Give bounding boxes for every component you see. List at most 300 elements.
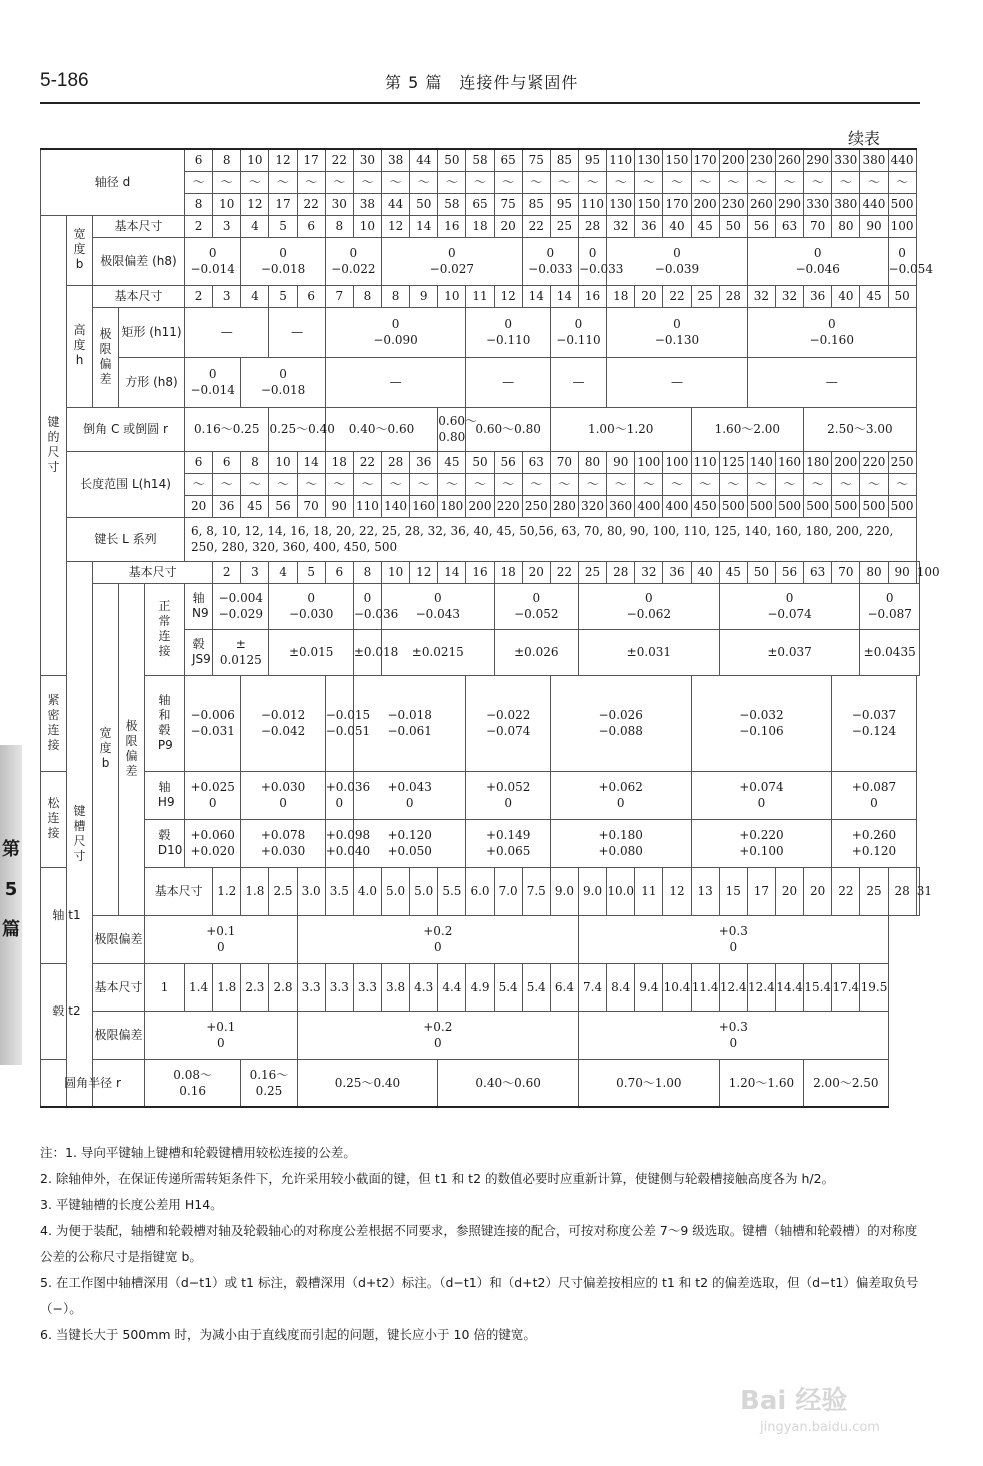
width-dev: 0 −0.018 <box>241 237 325 285</box>
d10-dev: +0.260 +0.120 <box>832 819 916 867</box>
width-dev: 0 −0.039 <box>607 237 748 285</box>
tilde: ～ <box>494 473 522 495</box>
len-to: 450 <box>691 495 719 517</box>
width-b: 5 <box>269 215 297 237</box>
t1-value: 1.8 <box>241 867 269 915</box>
n9-dev: 0 −0.062 <box>579 583 720 629</box>
t2-value: 2.3 <box>241 963 269 1011</box>
p9-dev: −0.012 −0.042 <box>241 675 325 771</box>
tilde: ～ <box>410 473 438 495</box>
shaft-n9-label: 轴 N9 <box>185 583 213 629</box>
chamfer: 0.25～0.40 <box>269 407 325 451</box>
tilde: ～ <box>691 171 719 193</box>
len-to: 140 <box>382 495 410 517</box>
tilde: ～ <box>860 473 888 495</box>
tilde: ～ <box>775 171 803 193</box>
fillet: 0.70～1.00 <box>579 1059 720 1107</box>
height-dev-label: 极限偏差 <box>93 307 119 407</box>
t1-dev: +0.2 0 <box>297 915 578 963</box>
len-to: 500 <box>888 495 916 517</box>
rect-dev: 0 −0.110 <box>466 307 550 357</box>
tilde: ～ <box>410 171 438 193</box>
shaft-to: 12 <box>241 193 269 215</box>
tilde: ～ <box>747 473 775 495</box>
key-width-label: 宽度 b <box>67 215 93 285</box>
t1-value: 22 <box>832 867 860 915</box>
t2-value: 12.4 <box>747 963 775 1011</box>
slot-width-b: 63 <box>804 561 832 583</box>
width-dev: 0 −0.033 <box>579 237 607 285</box>
tilde: ～ <box>213 171 241 193</box>
slot-width-b: 100 <box>916 561 919 583</box>
len-to: 45 <box>241 495 269 517</box>
height-h: 2 <box>185 285 213 307</box>
shaft-to: 38 <box>353 193 381 215</box>
len-from: 180 <box>804 451 832 473</box>
tilde: ～ <box>888 171 916 193</box>
n9-dev: 0 −0.074 <box>719 583 860 629</box>
t2-value: 1.8 <box>213 963 241 1011</box>
len-from: 100 <box>635 451 663 473</box>
len-from: 6 <box>213 451 241 473</box>
shaft-from: 38 <box>382 149 410 171</box>
t1-value: 1.2 <box>213 867 241 915</box>
t1-dev: +0.1 0 <box>145 915 298 963</box>
len-from: 250 <box>888 451 916 473</box>
height-h: 25 <box>691 285 719 307</box>
fillet: 0.40～0.60 <box>438 1059 579 1107</box>
tilde: ～ <box>747 171 775 193</box>
length-range-label: 长度范围 L(h14) <box>67 451 185 517</box>
shaft-to: 230 <box>719 193 747 215</box>
width-b: 22 <box>522 215 550 237</box>
rect-dev: 0 −0.090 <box>325 307 466 357</box>
width-b: 20 <box>494 215 522 237</box>
slot-width-b: 12 <box>410 561 438 583</box>
t1-value: 25 <box>860 867 888 915</box>
t1-value: 10.0 <box>607 867 635 915</box>
slot-width-b: 8 <box>353 561 381 583</box>
slot-width-b: 18 <box>494 561 522 583</box>
len-to: 200 <box>466 495 494 517</box>
note-item: 2. 除轴伸外，在保证传递所需转矩条件下，允许采用较小截面的键，但 t1 和 t2 的数值必要时应重新计算，使键侧与轮毂槽接触高度各为 h/2。 <box>40 1171 835 1186</box>
page-number: 5-186 <box>40 70 89 91</box>
t1-value: 5.5 <box>438 867 466 915</box>
height-h: 5 <box>269 285 297 307</box>
height-h: 20 <box>635 285 663 307</box>
fillet: 1.20～1.60 <box>719 1059 803 1107</box>
len-to: 500 <box>747 495 775 517</box>
tilde: ～ <box>663 171 691 193</box>
fillet: 0.25～0.40 <box>297 1059 438 1107</box>
tilde: ～ <box>353 473 381 495</box>
tilde: ～ <box>691 473 719 495</box>
slot-width-b: 5 <box>297 561 325 583</box>
t1-value: 9.0 <box>579 867 607 915</box>
width-b: 28 <box>579 215 607 237</box>
len-from: 100 <box>663 451 691 473</box>
slot-width-b: 40 <box>691 561 719 583</box>
len-from: 36 <box>410 451 438 473</box>
width-b: 12 <box>382 215 410 237</box>
tilde: ～ <box>579 473 607 495</box>
slot-width-b: 80 <box>860 561 888 583</box>
hub-js9-label: 毂 JS9 <box>185 629 213 675</box>
len-from: 200 <box>832 451 860 473</box>
rect-label: 矩形 (h11) <box>119 307 185 357</box>
width-b: 10 <box>353 215 381 237</box>
width-dev: 0 −0.014 <box>185 237 241 285</box>
t2-value: 3.3 <box>297 963 325 1011</box>
series-values: 6, 8, 10, 12, 14, 16, 18, 20, 22, 25, 28, 32, 36, 40, 45, 50,56, 63, 70, 80, 90, 100, 110, 125, 140, 160, 180, 200, 220, 250, 280, 320, 360, 400, 450, 500 <box>185 517 917 561</box>
shaft-from: 12 <box>269 149 297 171</box>
shaft-from: 290 <box>804 149 832 171</box>
len-to: 400 <box>635 495 663 517</box>
h9-dev: +0.074 0 <box>691 771 832 819</box>
side-tab-label <box>0 830 22 950</box>
len-from: 45 <box>438 451 466 473</box>
shaft-from: 85 <box>550 149 578 171</box>
t1-value: 15 <box>719 867 747 915</box>
len-from: 110 <box>691 451 719 473</box>
shaft-from: 17 <box>297 149 325 171</box>
p9-dev: −0.037 −0.124 <box>832 675 916 771</box>
slot-width-b: 90 <box>888 561 916 583</box>
t1-value: 20 <box>804 867 832 915</box>
slot-width-b: 16 <box>466 561 494 583</box>
notes <box>40 1140 920 1348</box>
len-to: 90 <box>325 495 353 517</box>
slot-width-b: 50 <box>747 561 775 583</box>
t1-value: 11 <box>635 867 663 915</box>
t2-value: 7.4 <box>579 963 607 1011</box>
shaft-to: 10 <box>213 193 241 215</box>
height-h: 16 <box>579 285 607 307</box>
chamfer: 0.16～0.25 <box>185 407 269 451</box>
square-dev: 0 −0.018 <box>241 357 325 407</box>
width-dev: 0 −0.022 <box>325 237 381 285</box>
tilde: ～ <box>353 171 381 193</box>
width-dev: 0 −0.033 <box>522 237 578 285</box>
d10-dev: +0.149 +0.065 <box>466 819 550 867</box>
slot-width-b: 4 <box>269 561 297 583</box>
note-item: 注：1. 导向平键轴上键槽和轮毂键槽用较松连接的公差。 <box>40 1145 356 1160</box>
shaft-to: 85 <box>522 193 550 215</box>
t2-basic-label: 基本尺寸 <box>93 963 145 1011</box>
note-item: 6. 当键长大于 500mm 时，为减小由于直线度而引起的问题，键长应小于 10 倍的键宽。 <box>40 1327 536 1342</box>
slot-width-b: 2 <box>213 561 241 583</box>
t1-dev: +0.3 0 <box>579 915 889 963</box>
d10-dev: +0.180 +0.080 <box>550 819 691 867</box>
height-h: 8 <box>382 285 410 307</box>
slot-width-b: 45 <box>719 561 747 583</box>
t1-value: 31 <box>916 867 919 915</box>
js9-dev: ± 0.0125 <box>213 629 269 675</box>
t1-value: 5.0 <box>382 867 410 915</box>
slot-width-b: 70 <box>832 561 860 583</box>
tilde: ～ <box>607 473 635 495</box>
shaft-to: 170 <box>663 193 691 215</box>
shaft-from: 260 <box>775 149 803 171</box>
t2-value: 8.4 <box>607 963 635 1011</box>
hub-d10-label: 毂 D10 <box>145 819 185 867</box>
t2-value: 14.4 <box>775 963 803 1011</box>
tilde: ～ <box>550 473 578 495</box>
width-b: 6 <box>297 215 325 237</box>
tilde: ～ <box>860 171 888 193</box>
p9-dev: −0.006 −0.031 <box>185 675 241 771</box>
basic-size-label: 基本尺寸 <box>93 561 213 583</box>
shaft-to: 500 <box>888 193 916 215</box>
tilde: ～ <box>607 171 635 193</box>
height-h: 4 <box>241 285 269 307</box>
tilde: ～ <box>663 473 691 495</box>
p9-dev: −0.026 −0.088 <box>550 675 691 771</box>
len-to: 500 <box>804 495 832 517</box>
t2-value: 4.9 <box>466 963 494 1011</box>
h9-dev: +0.062 0 <box>550 771 691 819</box>
shaft-to: 260 <box>747 193 775 215</box>
slot-width-b: 36 <box>663 561 691 583</box>
note-item: 5. 在工作图中轴槽深用（d−t1）或 t1 标注，毂槽深用（d+t2）标注。（d−t1）和（d+t2）尺寸偏差按相应的 t1 和 t2 的偏差选取，但（d−t1）偏差取负号（−）。 <box>40 1275 919 1316</box>
tilde: ～ <box>325 171 353 193</box>
height-h: 8 <box>353 285 381 307</box>
t2-value: 5.4 <box>522 963 550 1011</box>
width-dev: 0 −0.054 <box>888 237 916 285</box>
watermark: Bai 经验 <box>740 1386 848 1416</box>
shaft-to: 50 <box>410 193 438 215</box>
shaft-to: 65 <box>466 193 494 215</box>
len-from: 50 <box>466 451 494 473</box>
slot-width-b: 14 <box>438 561 466 583</box>
len-to: 500 <box>860 495 888 517</box>
normal-conn-label: 正常连接 <box>145 583 185 675</box>
len-to: 220 <box>494 495 522 517</box>
t2-value: 12.4 <box>719 963 747 1011</box>
shaft-from: 150 <box>663 149 691 171</box>
t1-value: 17 <box>747 867 775 915</box>
shaft-to: 44 <box>382 193 410 215</box>
height-h: 14 <box>550 285 578 307</box>
shaft-to: 22 <box>297 193 325 215</box>
square-dev: — <box>607 357 748 407</box>
d10-dev: +0.120 +0.050 <box>353 819 466 867</box>
chamfer: 2.50～3.00 <box>804 407 917 451</box>
tilde: ～ <box>522 171 550 193</box>
shaft-from: 380 <box>860 149 888 171</box>
t1-value: 13 <box>691 867 719 915</box>
shaft-from: 110 <box>607 149 635 171</box>
height-h: 18 <box>607 285 635 307</box>
tilde: ～ <box>185 171 213 193</box>
n9-dev: −0.004 −0.029 <box>213 583 269 629</box>
p9-dev: −0.022 −0.074 <box>466 675 550 771</box>
shaft-from: 50 <box>438 149 466 171</box>
shaft-to: 130 <box>607 193 635 215</box>
shaft-from: 230 <box>747 149 775 171</box>
t1-value: 7.0 <box>494 867 522 915</box>
height-h: 22 <box>663 285 691 307</box>
width-b: 25 <box>550 215 578 237</box>
len-from: 90 <box>607 451 635 473</box>
height-h: 32 <box>775 285 803 307</box>
width-dev: 0 −0.046 <box>747 237 888 285</box>
tilde: ～ <box>775 473 803 495</box>
js9-dev: ±0.018 <box>353 629 381 675</box>
width-b: 100 <box>888 215 916 237</box>
t1-value: 9.0 <box>550 867 578 915</box>
height-h: 50 <box>888 285 916 307</box>
note-item: 4. 为便于装配，轴槽和轮毂槽对轴及轮毂轴心的对称度公差根据不同要求，参照键连接的配合，可按对称度公差 7～9 级选取。键槽（轴槽和轮毂槽）的对称度公差的公称尺寸是指键宽 b。 <box>40 1223 918 1264</box>
t1-value: 2.5 <box>269 867 297 915</box>
len-to: 250 <box>522 495 550 517</box>
side-tab-char: 第 <box>2 839 20 860</box>
p9-dev: −0.018 −0.061 <box>353 675 466 771</box>
p9-label: 轴和毂 P9 <box>145 675 185 771</box>
height-h: 14 <box>522 285 550 307</box>
t2-value: 3.3 <box>353 963 381 1011</box>
slot-width-label: 宽度 b <box>93 583 119 915</box>
len-from: 140 <box>747 451 775 473</box>
t2-value: 3.3 <box>325 963 353 1011</box>
js9-dev: ±0.037 <box>719 629 860 675</box>
t2-dev: +0.2 0 <box>297 1011 578 1059</box>
tilde: ～ <box>241 473 269 495</box>
n9-dev: 0 −0.052 <box>494 583 578 629</box>
t2-value: 6.4 <box>550 963 578 1011</box>
width-b: 70 <box>804 215 832 237</box>
shaft-to: 17 <box>269 193 297 215</box>
square-dev: — <box>550 357 606 407</box>
n9-dev: 0 −0.036 <box>353 583 381 629</box>
width-b: 16 <box>438 215 466 237</box>
basic-size-label: 基本尺寸 <box>93 215 185 237</box>
t2-value: 10.4 <box>663 963 691 1011</box>
d10-dev: +0.220 +0.100 <box>691 819 832 867</box>
len-to: 70 <box>297 495 325 517</box>
h9-dev: +0.025 0 <box>185 771 241 819</box>
len-from: 22 <box>353 451 381 473</box>
t2-dev-label: 极限偏差 <box>93 1011 145 1059</box>
page-header <box>40 70 920 100</box>
len-from: 14 <box>297 451 325 473</box>
basic-size-label: 基本尺寸 <box>93 285 185 307</box>
tilde: ～ <box>719 171 747 193</box>
len-to: 320 <box>579 495 607 517</box>
square-dev: — <box>747 357 916 407</box>
slot-width-b: 28 <box>607 561 635 583</box>
side-tab-char: 5 <box>4 879 18 900</box>
len-to: 160 <box>410 495 438 517</box>
t2-value: 15.4 <box>804 963 832 1011</box>
d10-dev: +0.060 +0.020 <box>185 819 241 867</box>
shaft-from: 44 <box>410 149 438 171</box>
tilde: ～ <box>325 473 353 495</box>
tilde: ～ <box>269 473 297 495</box>
d10-dev: +0.098 +0.040 <box>325 819 353 867</box>
shaft-from: 65 <box>494 149 522 171</box>
tilde: ～ <box>494 171 522 193</box>
height-h: 11 <box>466 285 494 307</box>
note-item: 3. 平键轴槽的长度公差用 H14。 <box>40 1197 223 1212</box>
t2-value: 9.4 <box>635 963 663 1011</box>
height-h: 32 <box>747 285 775 307</box>
js9-dev: ±0.031 <box>579 629 720 675</box>
shaft-to: 440 <box>860 193 888 215</box>
rect-dev: 0 −0.160 <box>747 307 916 357</box>
shaft-to: 30 <box>325 193 353 215</box>
shaft-from: 30 <box>353 149 381 171</box>
tilde: ～ <box>550 171 578 193</box>
width-b: 3 <box>213 215 241 237</box>
t2-value: 5.4 <box>494 963 522 1011</box>
d10-dev: +0.078 +0.030 <box>241 819 325 867</box>
len-from: 8 <box>241 451 269 473</box>
len-from: 10 <box>269 451 297 473</box>
slot-width-b: 22 <box>550 561 578 583</box>
key-dim-label: 键的尺寸 <box>41 215 67 675</box>
shaft-from: 440 <box>888 149 916 171</box>
len-from: 18 <box>325 451 353 473</box>
js9-dev: ±0.0215 <box>382 629 495 675</box>
shaft-from: 200 <box>719 149 747 171</box>
height-h: 40 <box>832 285 860 307</box>
js9-dev: ±0.0435 <box>860 629 920 675</box>
t2-value: 17.4 <box>832 963 860 1011</box>
t2-value: 11.4 <box>691 963 719 1011</box>
t1-dev-label: 极限偏差 <box>93 915 145 963</box>
h9-dev: +0.043 0 <box>353 771 466 819</box>
shaft-to: 290 <box>775 193 803 215</box>
chamfer: 1.00～1.20 <box>550 407 691 451</box>
shaft-to: 200 <box>691 193 719 215</box>
key-height-label: 高度 h <box>67 285 93 407</box>
shaft-from: 170 <box>691 149 719 171</box>
chamfer: 0.40～0.60 <box>325 407 438 451</box>
len-to: 400 <box>663 495 691 517</box>
tilde: ～ <box>382 171 410 193</box>
chamfer: 0.60～0.80 <box>466 407 550 451</box>
height-h: 28 <box>719 285 747 307</box>
shaft-h9-label: 轴 H9 <box>145 771 185 819</box>
tilde: ～ <box>635 473 663 495</box>
height-h: 7 <box>325 285 353 307</box>
width-b: 4 <box>241 215 269 237</box>
tilde: ～ <box>185 473 213 495</box>
tilde: ～ <box>438 473 466 495</box>
tilde: ～ <box>241 171 269 193</box>
shaft-to: 330 <box>804 193 832 215</box>
tilde: ～ <box>719 473 747 495</box>
t1-value: 28 <box>888 867 916 915</box>
width-b: 14 <box>410 215 438 237</box>
tilde: ～ <box>832 473 860 495</box>
key-table <box>40 148 940 1108</box>
tilde: ～ <box>579 171 607 193</box>
t1-value: 6.0 <box>466 867 494 915</box>
slot-width-b: 32 <box>635 561 663 583</box>
tilde: ～ <box>466 473 494 495</box>
height-h: 3 <box>213 285 241 307</box>
shaft-to: 8 <box>185 193 213 215</box>
len-from: 56 <box>494 451 522 473</box>
t1-value: 12 <box>663 867 691 915</box>
tilde: ～ <box>804 473 832 495</box>
fillet-label: 圆角半径 r <box>41 1059 145 1107</box>
len-from: 70 <box>550 451 578 473</box>
height-h: 6 <box>297 285 325 307</box>
t2-label: 毂 t2 <box>41 963 93 1059</box>
